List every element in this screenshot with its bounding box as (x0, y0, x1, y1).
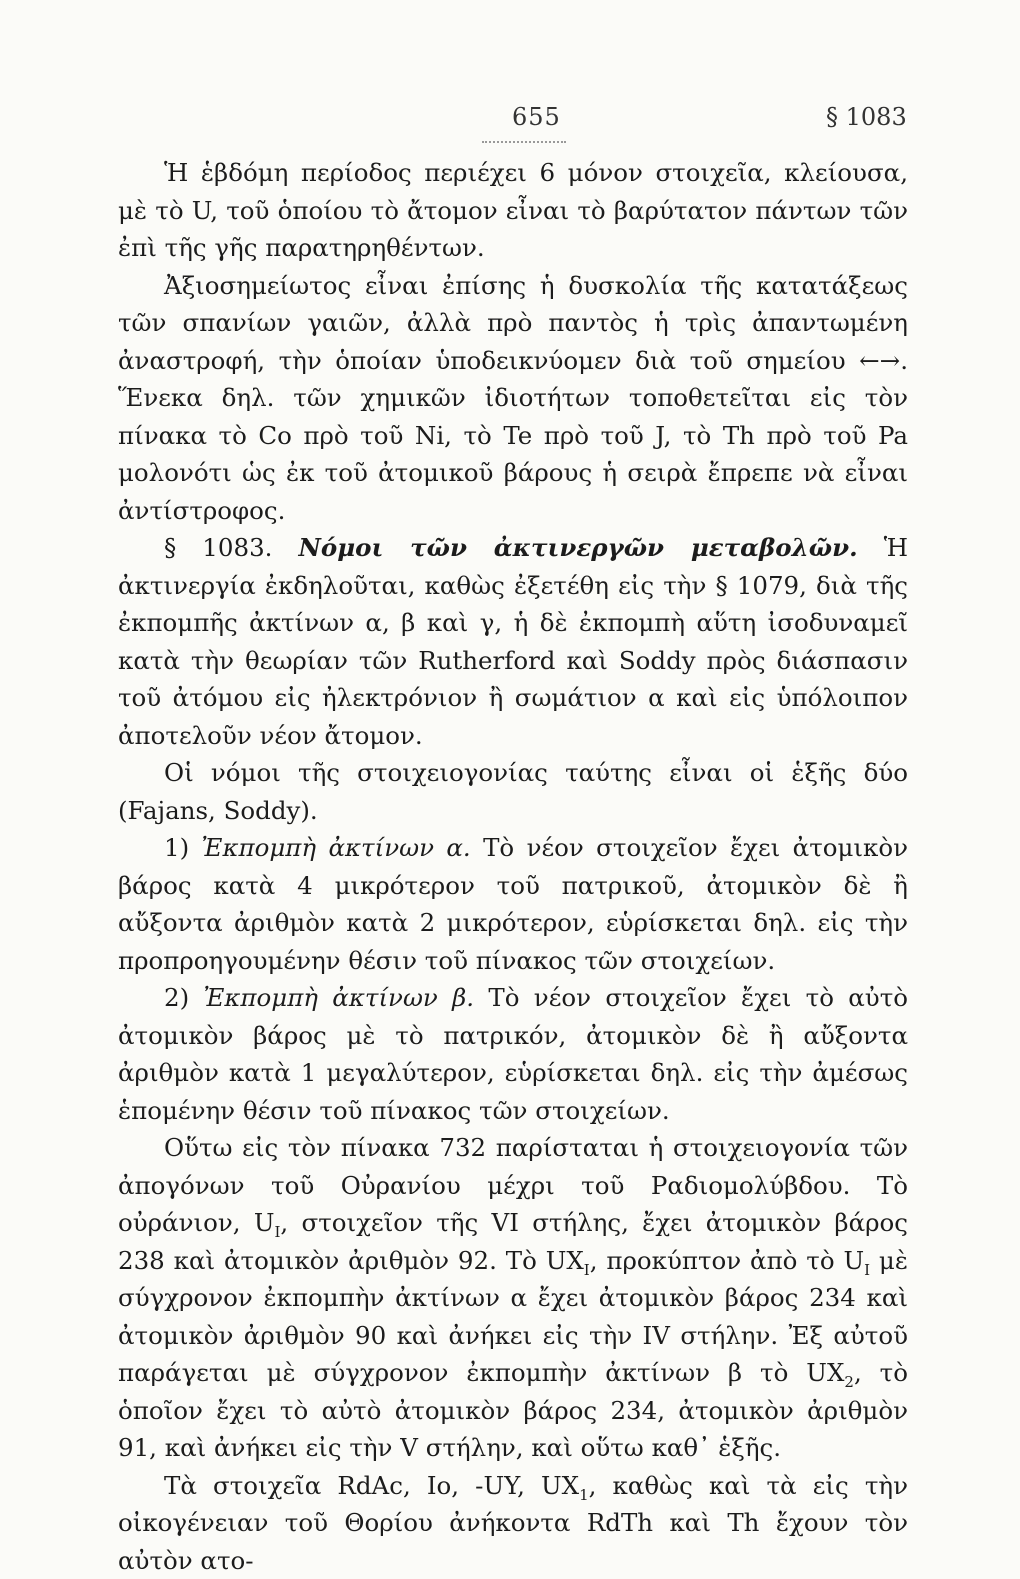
subscript: I (274, 1223, 280, 1241)
paragraph-seventh-period: Ἡ ἑβδόμη περίοδος περιέχει 6 μόνον στοιχεῖα, κλείουσα, μὲ τὸ U, τοῦ ὁποίου τὸ ἄτομον εἶναι τὸ βαρύτατον πάντων τῶν ἐπὶ τῆς γῆς παρατηρηθέντων. (118, 154, 908, 267)
uranium-text-d: μὲ σύγχρονον ἐκπομπὴν ἀκτίνων α ἔχει ἀτομικὸν βάρος 234 καὶ ἀτομικὸν ἀριθμὸν 90 καὶ ἀνήκει εἰς τὴν IV στήλην. Ἐξ αὐτοῦ παράγεται μὲ σύγχρονον ἐκπομπὴν ἀκτίνων β τὸ UX (118, 1246, 908, 1388)
uranium-text-a: Οὕτω εἰς τὸν πίνακα 732 παρίσταται ἡ στοιχειογονία τῶν ἀπογόνων τοῦ Οὐρανίου μέχρι τοῦ Ραδιομολύβδου. Τὸ οὐράνιον, U (118, 1133, 908, 1237)
section-reference: § 1083 (826, 103, 907, 131)
section-number: § 1083. (164, 533, 272, 562)
paragraph-law-beta (118, 979, 908, 1129)
subscript: I (584, 1260, 590, 1278)
law-alpha-text: Τὸ νέον στοιχεῖον ἔχει ἀτομικὸν βάρος κατὰ 4 μικρότερον τοῦ πατρικοῦ, ἀτομικὸν δὲ ἢ αὔξοντα ἀριθμὸν κατὰ 2 μικρότερον, εὑρίσκεται δηλ. εἰς τὴν προπροηγουμένην θέσιν τοῦ πίνακος τῶν στοιχείων. (118, 833, 908, 975)
law-beta-title: Ἐκπομπὴ ἀκτίνων β. (203, 983, 474, 1012)
subscript: I (864, 1260, 870, 1278)
body-text (118, 154, 908, 1579)
paragraph-uranium-series (118, 1129, 908, 1467)
section-text: Ἡ ἀκτινεργία ἐκδηλοῦται, καθὼς ἐξετέθη εἰς τὴν § 1079, διὰ τῆς ἐκπομπῆς ἀκτίνων α, β καὶ γ, ἡ δὲ ἐκπομπὴ αὕτη ἰσοδυναμεῖ κατὰ τὴν θεωρίαν τῶν Rutherford καὶ Soddy πρὸς διάσπασιν τοῦ ἀτόμου εἰς ἠλεκτρόνιον ἢ σωμάτιον α καὶ εἰς ὑπόλοιπον ἀποτελοῦν νέον ἄτομον. (118, 533, 908, 750)
uranium-text-c: , προκύπτον ἀπὸ τὸ U (590, 1246, 864, 1275)
running-header (0, 103, 1020, 143)
subscript: 1 (579, 1485, 589, 1503)
law-beta-label: 2) (164, 983, 189, 1012)
section-title: Νόμοι τῶν ἀκτινεργῶν μεταβολῶν. (299, 533, 858, 562)
paragraph-law-alpha (118, 829, 908, 979)
paragraph-rare-earths: Ἀξιοσημείωτος εἶναι ἐπίσης ἡ δυσκολία τῆς κατατάξεως τῶν σπανίων γαιῶν, ἀλλὰ πρὸ παντὸς ἡ τρὶς ἀπαντωμένη ἀναστροφή, τὴν ὁποίαν ὑποδεικνύομεν διὰ τοῦ σημείου ←→. Ἕνεκα δηλ. τῶν χημικῶν ἰδιοτήτων τοποθετεῖται εἰς τὸν πίνακα τὸ Co πρὸ τοῦ Ni, τὸ Te πρὸ τοῦ J, τὸ Th πρὸ τοῦ Pa μολονότι ὡς ἐκ τοῦ ἀτομικοῦ βάρους ἡ σειρὰ ἔπρεπε νὰ εἶναι ἀντίστροφος. (118, 267, 908, 530)
uranium-text-b: , στοιχεῖον τῆς VI στήλης, ἔχει ἀτομικὸν βάρος 238 καὶ ἀτομικὸν ἀριθμὸν 92. Τὸ UX (118, 1208, 908, 1275)
law-beta-text: Τὸ νέον στοιχεῖον ἔχει τὸ αὐτὸ ἀτομικὸν βάρος μὲ τὸ πατρικόν, ἀτομικὸν δὲ ἢ αὔξοντα ἀριθμὸν κατὰ 1 μεγαλύτερον, εὑρίσκεται δηλ. εἰς τὴν ἀμέσως ἑπομένην θέσιν τοῦ πίνακος τῶν στοιχείων. (118, 983, 908, 1125)
uranium-text-e: , τὸ ὁποῖον ἔχει τὸ αὐτὸ ἀτομικὸν βάρος 234, ἀτομικὸν ἀριθμὸν 91, καὶ ἀνήκει εἰς τὴν V στήλην, καὶ οὕτω καθ᾿ ἑξῆς. (118, 1358, 908, 1462)
thorium-text-b: , καθὼς καὶ τὰ εἰς τὴν οἰκογένειαν τοῦ Θορίου ἀνήκοντα RdTh καὶ Th ἔχουν τὸν αὐτὸν ατο- (118, 1471, 908, 1575)
page-number-rule (482, 141, 566, 143)
law-alpha-title: Ἐκπομπὴ ἀκτίνων α. (202, 833, 471, 862)
thorium-text-a: Τὰ στοιχεῖα RdAc, Io, -UY, UX (164, 1471, 579, 1500)
paragraph-section-1083 (118, 529, 908, 754)
subscript: 2 (844, 1373, 854, 1391)
paragraph-thorium-family (118, 1467, 908, 1579)
page-number: 655 (512, 103, 561, 131)
law-alpha-label: 1) (164, 833, 189, 862)
paragraph-laws-intro: Οἱ νόμοι τῆς στοιχειογονίας ταύτης εἶναι οἱ ἑξῆς δύο (Fajans, Soddy). (118, 754, 908, 829)
